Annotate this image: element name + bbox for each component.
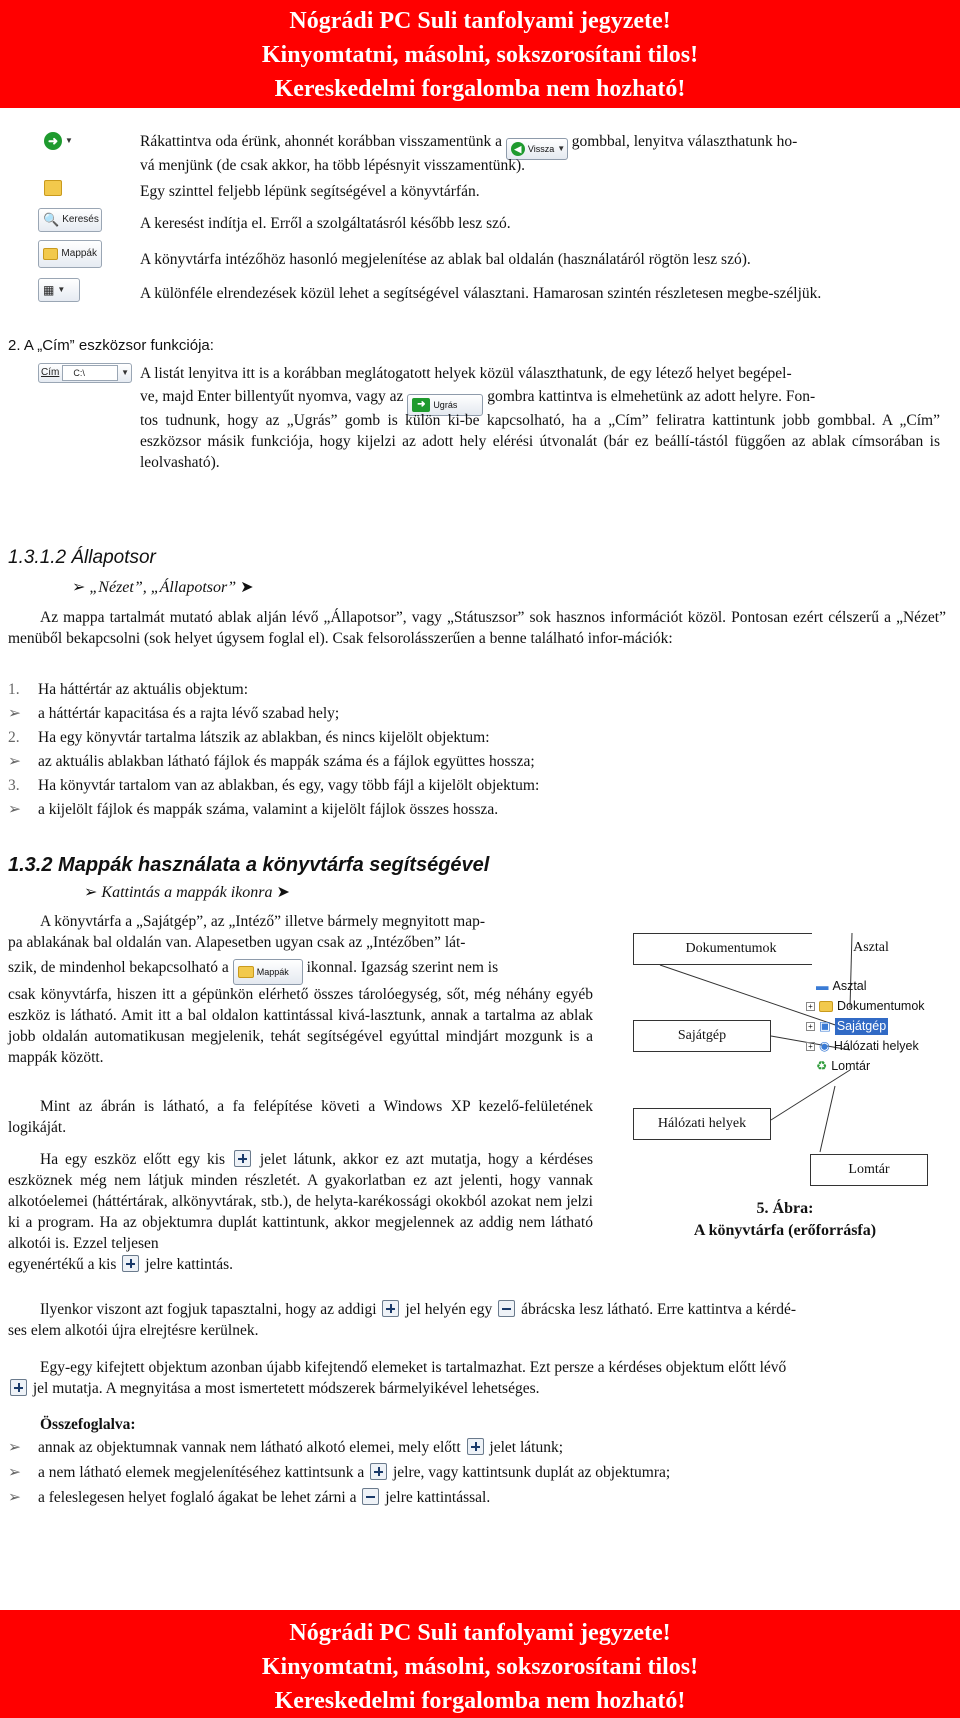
folders-para-5: Egy-egy kifejtett objektum azonban újabb kifejtendő elemeket is tartalmazhat. Ezt persze a kérdéses objektum előtt lévő jel mutatja. A megnyitása a most ismertetett módszerek bármelyikével lehetséges. [8, 1358, 948, 1400]
callout-lomtar: Lomtár [810, 1154, 928, 1186]
section-heading-folders: 1.3.2 Mappák használata a könyvtárfa segítségével [8, 854, 490, 876]
tree-node-dokumentumok[interactable]: + Dokumentumok [806, 998, 925, 1015]
address-bar: Cím C:\ ▼ [38, 363, 132, 383]
list-item: 1. Ha háttértár az aktuális objektum: [8, 681, 249, 698]
back-text-line-2: vá menjünk (de csak akkor, ha több lépésnyit visszamentünk). [140, 157, 526, 174]
plus-icon [234, 1150, 251, 1167]
plus-icon [122, 1255, 139, 1272]
list-item: ➢ az aktuális ablakban látható fájlok és mappák száma és a fájlok együttes hossza; [8, 753, 535, 770]
address-heading: 2. A „Cím” eszközsor funkciója: [8, 337, 214, 354]
banner-line-3: Kereskedelmi forgalomba nem hozható! [274, 76, 686, 102]
views-text: A különféle elrendezések közül lehet a segítségével választani. Hamarosan szintén részletesen megbe-széljük. [140, 285, 822, 302]
list-item: 3. Ha könyvtár tartalom van az ablakban, és egy, vagy több fájl a kijelölt objektum: [8, 777, 540, 794]
tree-node-asztal[interactable]: ▬ Asztal [816, 979, 867, 993]
go-button-icon: ➜ Ugrás [407, 394, 483, 416]
callout-dokumentumok: Dokumentumok [633, 933, 829, 965]
summary-item: ➢ a nem látható elemek megjelenítéséhez kattintsunk a jelre, vagy kattintsunk duplát az objektumra; [8, 1464, 671, 1481]
folders-subheading: ➢ Kattintás a mappák ikonra ➤ [84, 884, 290, 901]
footer-banner [0, 1610, 960, 1718]
forward-button-icon: ➜ ▼ [40, 128, 84, 154]
folders-button-icon: Mappák [38, 240, 102, 268]
back-text-line-1: Rákattintva oda érünk, ahonnét korábban visszamentünk a ◀ Vissza ▼ gombbal, lenyitva választhatunk ho- [140, 132, 940, 160]
banner-line-1: Nógrádi PC Suli tanfolyami jegyzete! [289, 8, 671, 34]
folders-para-2: Mint az ábrán is látható, a fa felépítése követi a Windows XP kezelő-felületének logikáját. [8, 1098, 593, 1136]
address-text-3: tos tudnunk, hogy az „Ugrás” gomb is külön ki-be kapcsolható, ha a „Cím” feliratra kattintunk jobb gombbal. A „Cím” eszközsor másik funkciója, hogy kijelzi az adott hely elérési útvonalát (bár ez beállí-tástól függően az ablak címsorában is leolvasható). [140, 412, 940, 471]
up-text: Egy szinttel feljebb lépünk segítségével a könyvtárfán. [140, 183, 480, 200]
search-button-icon: 🔍 Keresés [38, 208, 102, 232]
callout-sajatgep: Sajátgép [633, 1020, 771, 1052]
folders-para-1: A könyvtárfa a „Sajátgép”, az „Intéző” illetve bármely megnyitott map- pa ablakának bal oldalán van. Alapesetben ugyan csak az „Intézőben” lát- szik, de mindenhol bekapcsolható a Mappák ikonnal. Igazság szerint nem is csak könyvtárfa, hiszen itt a gépünkön elérhető összes tárolóegység, sőt, még néhány egyéb eszköz is látható. Amit itt a bal oldalon kattintással kivá-lasztunk, annak a tartalma az ablak jobb oldalán automatikusan megjelenik, tehát segítségével egyúttal mindjárt mozgunk is a mappák között. [8, 913, 593, 1066]
tree-node-sajatgep[interactable]: + ▣ Sajátgép [806, 1018, 888, 1035]
up-folder-icon [40, 175, 66, 201]
folders-text: A könyvtárfa intézőhöz hasonló megjelenítése az ablak bal oldalán (használatáról rögtön lesz szó). [140, 251, 751, 268]
back-button-icon: ◀ Vissza ▼ [506, 138, 568, 160]
address-text-1: A listát lenyitva itt is a korábban meglátogatott helyek közül választhatunk, de egy létező helyet begépel- [140, 365, 792, 382]
plus-icon [382, 1300, 399, 1317]
statusbar-intro: Az mappa tartalmát mutató ablak alján lévő „Állapotsor”, vagy „Státuszsor” sok hasznos információt közöl. Pontosan ezért célszerű a „Nézet” menüből bekapcsolni (sok helyet úgysem foglal el). Csak felsorolásszerűen a benne található infor-mációk: [8, 609, 946, 647]
banner-line-3: Kereskedelmi forgalomba nem hozható! [274, 1688, 686, 1714]
search-text: A keresést indítja el. Erről a szolgáltatásról később lesz szó. [140, 215, 511, 232]
section-heading-statusbar: 1.3.1.2 Állapotsor [8, 547, 156, 568]
plus-icon [10, 1379, 27, 1396]
folders-inline-icon: Mappák [233, 959, 303, 985]
banner-line-2: Kinyomtatni, másolni, sokszorosítani tilos! [261, 42, 699, 68]
callout-halozati: Hálózati helyek [633, 1108, 771, 1140]
figure-caption: 5. Ábra: A könyvtárfa (erőforrásfa) [693, 1200, 877, 1239]
summary-title: Összefoglalva: [40, 1416, 136, 1433]
header-banner [0, 0, 960, 108]
plus-icon [370, 1463, 387, 1480]
tree-node-lomtar[interactable]: ♻ Lomtár [816, 1059, 871, 1073]
views-button-icon: ▦ ▼ [38, 278, 80, 302]
minus-icon [362, 1488, 379, 1505]
summary-item: ➢ a feleslegesen helyet foglaló ágakat be lehet zárni a jelre kattintással. [8, 1489, 491, 1506]
callout-asztal: Asztal [812, 933, 930, 965]
address-text-2: ve, majd Enter billentyűt nyomva, vagy az ➜ Ugrás gombra kattintva is elmehetünk az adott helyre. Fon- [140, 387, 940, 416]
plus-icon [467, 1438, 484, 1455]
folders-para-4: Ilyenkor viszont azt fogjuk tapasztalni, hogy az addigi jel helyén egy ábrácska lesz látható. Erre kattintva a kérdé- ses elem alkotói újra elrejtésre kerülnek. [8, 1301, 797, 1339]
summary-item: ➢ annak az objektumnak vannak nem látható alkotó elemei, mely előtt jelet látunk; [8, 1439, 564, 1456]
banner-line-1: Nógrádi PC Suli tanfolyami jegyzete! [289, 1620, 671, 1646]
list-item: 2. Ha egy könyvtár tartalma látszik az ablakban, és nincs kijelölt objektum: [8, 729, 490, 746]
tree-node-halozati[interactable]: + ◉ Hálózati helyek [806, 1038, 919, 1055]
folders-para-3: Ha egy eszköz előtt egy kis jelet látunk, akkor ez azt mutatja, hogy a kérdéses eszköznek még nem látjuk minden részletét. A gyakorlatban ez azt jelenti, hogy vannak alkotóelemei (háttértárak, alkönyvtárak, stb.), de helyta-karékossági okokból azokat nem jelzi ki a program. Ha az objektumra duplát kattintunk, akkor megjelennek az addig nem látható alkotói is. Ezzel teljesen egyenértékű a kis jelre kattintás. [8, 1151, 593, 1273]
minus-icon [498, 1300, 515, 1317]
statusbar-subheading: ➢ „Nézet”, „Állapotsor” ➤ [72, 579, 254, 596]
list-item: ➢ a háttértár kapacitása és a rajta lévő szabad hely; [8, 705, 340, 722]
list-item: ➢ a kijelölt fájlok és mappák száma, valamint a kijelölt fájlok összes hossza. [8, 801, 499, 818]
folder-tree [806, 978, 936, 1096]
banner-line-2: Kinyomtatni, másolni, sokszorosítani tilos! [261, 1654, 699, 1680]
